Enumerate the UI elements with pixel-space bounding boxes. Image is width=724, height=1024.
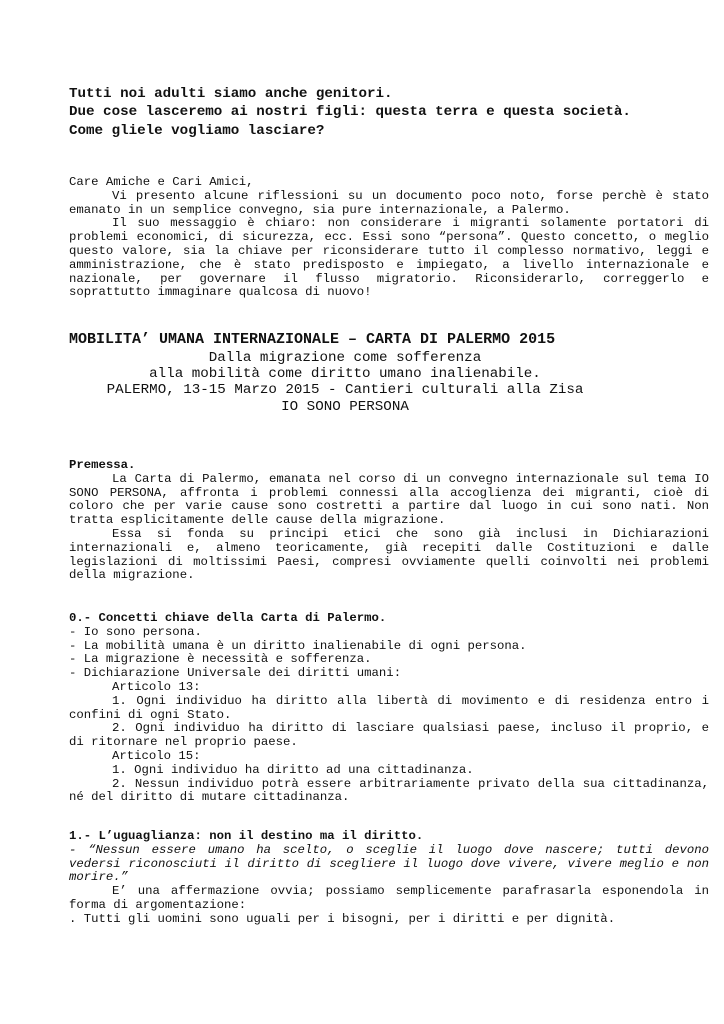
article-clause: 1. Ogni individuo ha diritto ad una cittadinanza. <box>112 762 474 777</box>
section-paragraph: . Tutti gli uomini sono uguali per i bisogni, per i diritti e per dignità. <box>69 911 616 926</box>
charter-quote: - “Nessun essere umano ha scelto, o sceglie il luogo dove nascere; tutti devono vedersi riconosciuti il diritto di scegliere il luogo dove vivere, vivere meglio e non morire.” <box>69 842 709 885</box>
article-heading: Articolo 15: <box>112 748 201 763</box>
section-heading: 0.- Concetti chiave della Carta di Palermo. <box>69 611 387 625</box>
section-1 <box>69 830 709 927</box>
article-clause: 2. Ogni individuo ha diritto di lasciare qualsiasi paese, incluso il proprio, e di ritornare nel proprio paese. <box>69 721 709 750</box>
article-clause: 1. Ogni individuo ha diritto alla libertà di movimento e di residenza entro i confini di ogni Stato. <box>69 693 709 722</box>
letter-greeting: Care Amiche e Cari Amici, <box>69 175 254 189</box>
intro-line: Come gliele vogliamo lasciare? <box>69 122 325 139</box>
letter-paragraph: Vi presento alcune riflessioni su un documento poco noto, forse perchè è stato emanato in un semplice convegno, sia pure internazionale, a Palermo. <box>69 188 709 217</box>
list-item: - La mobilità umana è un diritto inalienabile di ogni persona. <box>69 638 527 653</box>
list-item: - Io sono persona. <box>69 624 202 639</box>
intro-line: Due cose lasceremo ai nostri figli: questa terra e questa società. <box>69 104 631 121</box>
section-0 <box>69 612 709 805</box>
charter-title: MOBILITA’ UMANA INTERNAZIONALE – CARTA DI PALERMO 2015 <box>69 331 556 348</box>
article-clause: 2. Nessun individuo potrà essere arbitrariamente privato della sua cittadinanza, né del diritto di mutare cittadinanza. <box>69 776 709 805</box>
intro-line: Tutti noi adulti siamo anche genitori. <box>69 86 393 102</box>
section-paragraph: La Carta di Palermo, emanata nel corso di un convegno internazionale sul tema IO SONO PERSONA, affronta i problemi connessi alla accoglienza dei migranti, cioè di coloro che per varie cause sono costretti a partire dal luogo in cui sono nati. Non tratta esplicitamente delle cause della migrazione. <box>69 471 709 528</box>
letter-paragraph: Il suo messaggio è chiaro: non considerare i migranti solamente portatori di problemi economici, di sicurezza, ecc. Essi sono “persona”. Questo concetto, o meglio questo valore, sia la chiave per riconsiderare tutto il complesso normativo, leggi e amministrazione, che è stato predisposto e impiegato, a livello internazionale e nazionale, per governare il flusso migratorio. Riconsiderarlo, correggerlo e soprattutto immaginare qualcosa di nuovo! <box>69 216 709 300</box>
intro-block <box>69 85 709 140</box>
subtitle-line: IO SONO PERSONA <box>281 398 409 415</box>
section-paragraph: Essa si fonda su principi etici che sono già inclusi in Dichiarazioni internazionali e, almeno teoricamente, già recepiti dalle Costituzioni e dalle legislazioni di moltissimi Paesi, compresi ovviamente quelli coinvolti nei problemi della migrazione. <box>69 526 709 583</box>
premessa-section <box>69 459 709 583</box>
subtitle-line: alla mobilità come diritto umano inalienabile. <box>149 366 541 383</box>
subtitle-line: Dalla migrazione come sofferenza <box>208 350 482 366</box>
subtitle-line: PALERMO, 13-15 Marzo 2015 - Cantieri culturali alla Zisa <box>106 382 584 399</box>
article-heading: Articolo 13: <box>112 679 201 694</box>
letter-block <box>69 176 709 300</box>
section-paragraph: E’ una affermazione ovvia; possiamo semplicemente parafrasarla esponendola in forma di argomentazione: <box>69 884 709 912</box>
section-heading: Premessa. <box>69 458 136 472</box>
list-item: - La migrazione è necessità e sofferenza. <box>69 652 372 667</box>
list-item: - Dichiarazione Universale dei diritti umani: <box>69 666 402 681</box>
section-heading: 1.- L’uguaglianza: non il destino ma il diritto. <box>69 829 424 843</box>
charter-subtitle <box>69 350 621 415</box>
